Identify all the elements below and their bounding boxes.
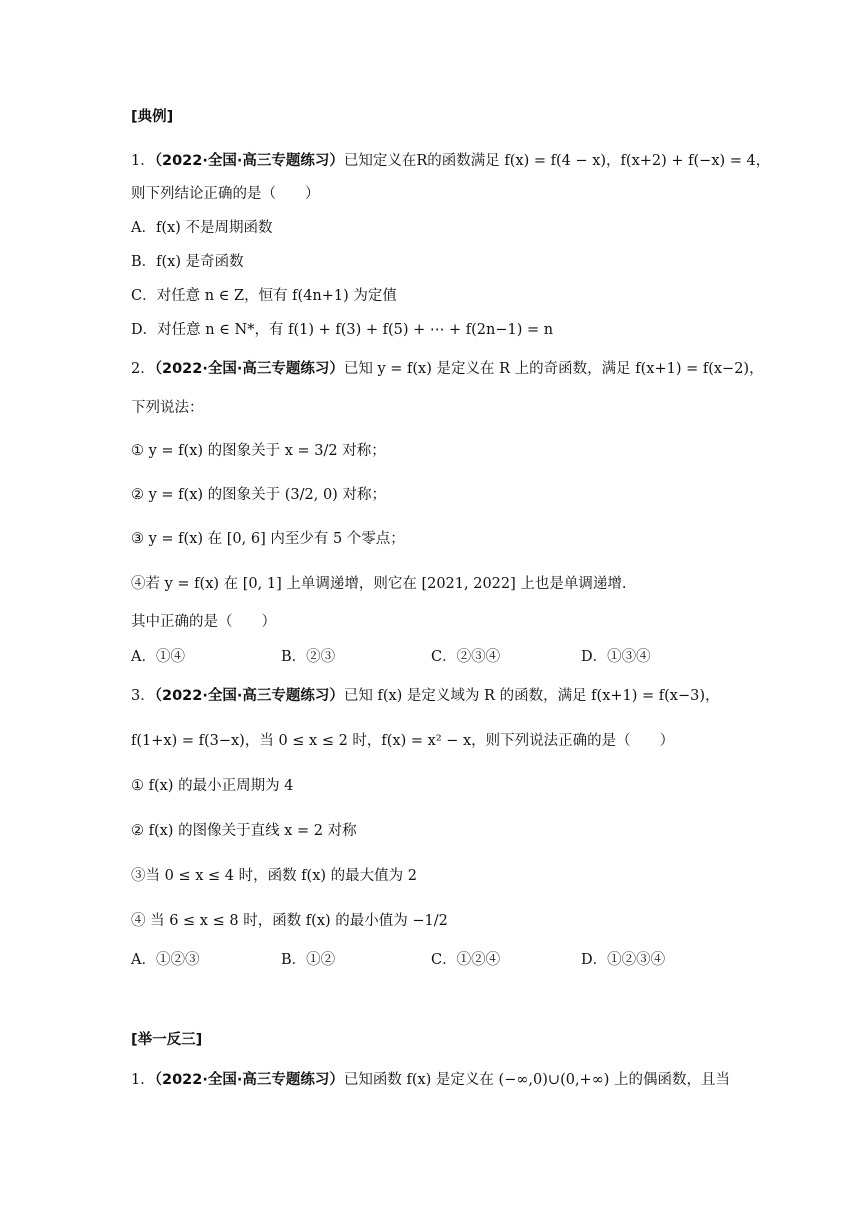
q2-item-1: ① y = f(x) 的图象关于 x = 3/2 对称； [131,443,386,459]
q2-option-d: D．①③④ [581,649,651,665]
q3-option-c: C．①②④ [431,952,501,968]
q2-stem-line-3: 其中正确的是（ ） [131,614,276,630]
q3-item-4: ④ 当 6 ≤ x ≤ 8 时，函数 f(x) 的最小值为 −1/2 [131,913,448,929]
p1-stem-1: 已知函数 f(x) 是定义在 (−∞,0)∪(0,+∞) 上的偶函数，且当 [343,1072,731,1088]
q3-item-3: ③当 0 ≤ x ≤ 4 时，函数 f(x) 的最大值为 2 [131,868,417,884]
p1-stem-line-1 [131,1069,730,1091]
q3-stem-line-1 [131,685,720,707]
q1-option-c: C．对任意 n ∈ Z，恒有 f(4n+1) 为定值 [131,288,397,304]
q1-stem-1: 已知定义在R的函数满足 f(x) = f(4 − x)，f(x+2) + f(−x) = 4， [343,153,771,169]
q3-option-b: B．①② [281,952,336,968]
q3-option-a: A．①②③ [131,952,200,968]
q2-source: （2022·全国·高三专题练习） [154,361,344,377]
q1-source: （2022·全国·高三专题练习） [154,153,344,169]
p1-source: （2022·全国·高三专题练习） [154,1072,344,1088]
q2-option-a: A．①④ [131,649,185,665]
q3-item-1: ① f(x) 的最小正周期为 4 [131,778,294,794]
q3-number: 3． [131,688,155,704]
q1-option-a: A．f(x) 不是周期函数 [131,220,273,236]
q2-item-3: ③ y = f(x) 在 [0, 6] 内至少有 5 个零点； [131,531,405,547]
q2-stem-line-1 [131,358,764,380]
q3-item-2: ② f(x) 的图像关于直线 x = 2 对称 [131,823,357,839]
q2-option-b: B．②③ [281,649,336,665]
q2-item-4: ④若 y = f(x) 在 [0, 1] 上单调递增，则它在 [2021, 2022] 上也是单调递增. [131,576,627,592]
section-example-heading: [典例] [131,109,174,125]
q1-stem-line-2: 则下列结论正确的是（ ） [131,186,320,202]
q3-option-d: D．①②③④ [581,952,666,968]
section-practice-heading: [举一反三] [131,1032,203,1048]
q1-option-d: D．对任意 n ∈ N*，有 f(1) + f(3) + f(5) + ⋯ + f(2n−1) = n [131,322,554,338]
q3-stem-line-2: f(1+x) = f(3−x)，当 0 ≤ x ≤ 2 时，f(x) = x² − x，则下列说法正确的是（ ） [131,733,675,749]
q1-option-b: B．f(x) 是奇函数 [131,254,244,270]
q2-stem-line-2: 下列说法： [131,400,204,416]
q2-number: 2． [131,361,155,377]
q1-stem-line-1 [131,150,770,172]
q3-stem-1: 已知 f(x) 是定义域为 R 的函数，满足 f(x+1) = f(x−3)， [343,688,720,704]
p1-number: 1． [131,1072,155,1088]
q2-stem-1: 已知 y = f(x) 是定义在 R 上的奇函数，满足 f(x+1) = f(x−2)， [343,361,764,377]
q1-number: 1． [131,153,155,169]
q2-option-c: C．②③④ [431,649,501,665]
q3-source: （2022·全国·高三专题练习） [154,688,344,704]
q2-item-2: ② y = f(x) 的图象关于 (3/2, 0) 对称； [131,487,386,503]
